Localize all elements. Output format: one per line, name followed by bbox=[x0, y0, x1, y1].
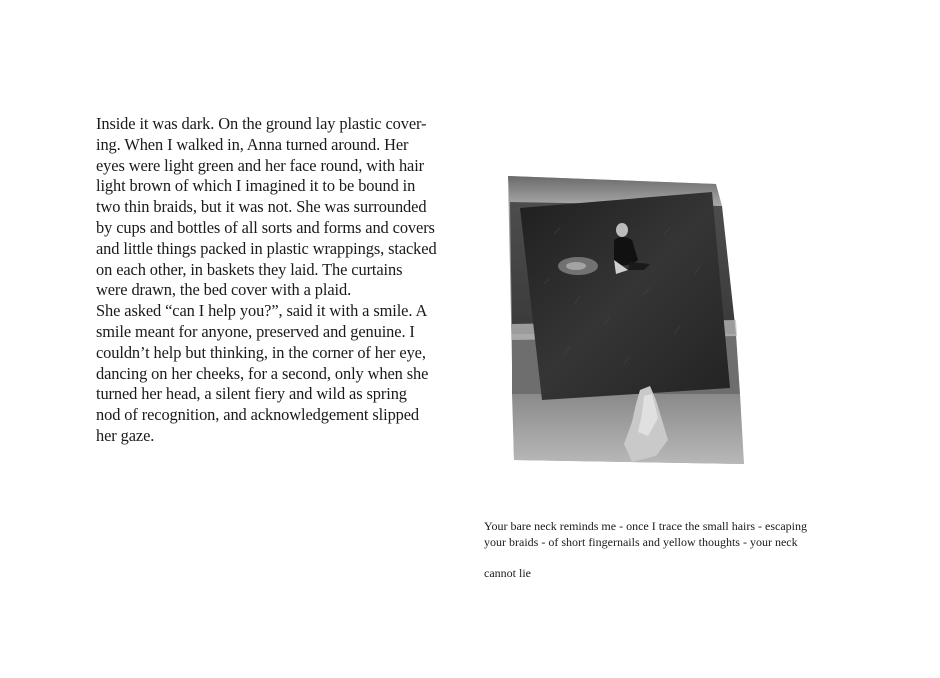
caption-line: Your bare neck reminds me - once I trace the small hairs - escaping bbox=[484, 519, 807, 533]
prose-line: light brown of which I imagined it to be bound in bbox=[96, 176, 416, 196]
vintage-photo-collage-icon bbox=[504, 174, 748, 466]
inner-print bbox=[520, 192, 730, 400]
vintage-photo bbox=[504, 174, 748, 466]
prose-line: by cups and bottles of all sorts and forms and covers bbox=[96, 217, 435, 237]
prose-line: dancing on her cheeks, for a second, only when she bbox=[96, 363, 429, 383]
prose-line: her gaze. bbox=[96, 425, 155, 445]
prose-line: smile meant for anyone, preserved and genuine. I bbox=[96, 321, 415, 341]
prose-line: ing. When I walked in, Anna turned around. Her bbox=[96, 134, 409, 154]
prose-line: two thin braids, but it was not. She was surrounded bbox=[96, 197, 427, 217]
prose-line: couldn’t help but thinking, in the corner of her eye, bbox=[96, 342, 426, 362]
prose-line: nod of recognition, and acknowledgement slipped bbox=[96, 405, 420, 425]
prose-line: and little things packed in plastic wrappings, stacked bbox=[96, 238, 437, 258]
caption-gap bbox=[484, 550, 904, 565]
prose-line: were drawn, the bed cover with a plaid. bbox=[96, 280, 352, 300]
caption-line: cannot lie bbox=[484, 566, 531, 580]
prose-line: She asked “can I help you?”, said it with a smile. A bbox=[96, 301, 428, 321]
prose-passage bbox=[96, 114, 464, 447]
poem-caption bbox=[484, 518, 904, 581]
caption-line: your braids - of short fingernails and yellow thoughts - your neck bbox=[484, 535, 798, 549]
prose-line: on each other, in baskets they laid. The curtains bbox=[96, 259, 403, 279]
prose-line: Inside it was dark. On the ground lay plastic cover- bbox=[96, 114, 427, 133]
prose-line: eyes were light green and her face round, with hair bbox=[96, 155, 425, 175]
prose-line: turned her head, a silent fiery and wild as spring bbox=[96, 384, 407, 404]
